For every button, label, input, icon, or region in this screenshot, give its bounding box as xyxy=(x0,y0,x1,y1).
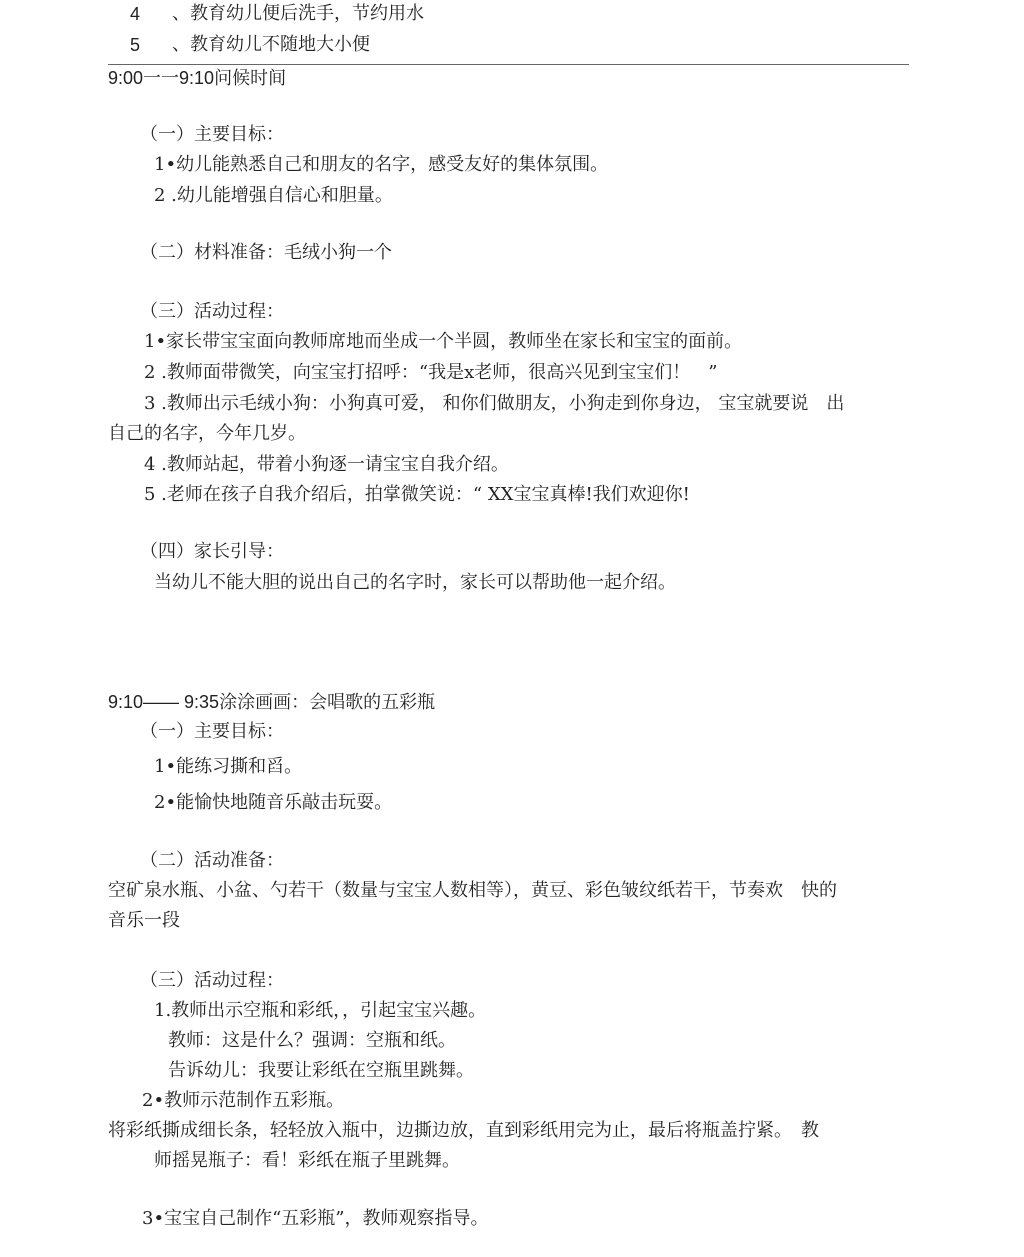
section1-step-5: 5 .老师在孩子自我介绍后，拍掌微笑说：“ XX宝宝真棒!我们欢迎你! xyxy=(144,484,690,505)
section1-heading xyxy=(108,66,286,91)
section2-title: 涂涂画画：会唱歌的五彩瓶 xyxy=(219,692,436,713)
list-number-5: 5 xyxy=(130,35,141,55)
section2-step-3: 3•宝宝自己制作“五彩瓶”，教师观察指导。 xyxy=(142,1208,489,1229)
list-item-4: 、教育幼儿便后洗手，节约用水 xyxy=(172,3,424,24)
section1-step-3-cont: 自己的名字，今年几岁。 xyxy=(108,423,306,444)
section2-step-2-line2: 师摇晃瓶子：看！彩纸在瓶子里跳舞。 xyxy=(154,1150,460,1171)
section1-time: 9:00一一9:10 xyxy=(108,68,215,88)
section2-prep-line1: 空矿泉水瓶、小盆、勺若干（数量与宝宝人数相等），黄豆、彩色皱纹纸若干，节奏欢 快的 xyxy=(108,880,837,901)
section1-step-4: 4 .教师站起，带着小狗逐一请宝宝自我介绍。 xyxy=(144,454,509,475)
section1-materials: （二）材料准备：毛绒小狗一个 xyxy=(140,242,392,263)
section2-goal-2: 2•能愉快地随音乐敲击玩耍。 xyxy=(154,792,393,813)
section1-step-2: 2 .教师面带微笑，向宝宝打招呼：“我是x老师，很高兴见到宝宝们！ ” xyxy=(144,362,718,383)
section1-title: 问候时间 xyxy=(214,68,287,89)
section2-process-heading: （三）活动过程： xyxy=(140,970,284,991)
section2-step-1-a: 教师：这是什么？强调：空瓶和纸。 xyxy=(168,1030,456,1051)
list-number-4: 4 xyxy=(130,4,141,24)
section1-step-3: 3 .教师出示毛绒小狗：小狗真可爱， 和你们做朋友，小狗走到你身边， 宝宝就要说 出 xyxy=(144,393,845,414)
section1-goals-heading: （一）主要目标： xyxy=(140,124,284,145)
section1-process-heading: （三）活动过程： xyxy=(140,301,284,322)
list-item-5: 、教育幼儿不随地大小便 xyxy=(172,34,370,55)
section2-step-1-b: 告诉幼儿：我要让彩纸在空瓶里跳舞。 xyxy=(168,1060,474,1081)
section1-guide-text: 当幼儿不能大胆的说出自己的名字时，家长可以帮助他一起介绍。 xyxy=(154,572,676,593)
section1-goal-2: 2 .幼儿能增强自信心和胆量。 xyxy=(154,185,393,206)
section-divider xyxy=(108,64,909,65)
section2-step-2: 2•教师示范制作五彩瓶。 xyxy=(142,1090,345,1111)
section2-prep-heading: （二）活动准备： xyxy=(140,850,284,871)
section2-prep-line2: 音乐一段 xyxy=(108,910,180,931)
section2-heading xyxy=(108,690,435,715)
section2-step-1: 1.教师出示空瓶和彩纸，，引起宝宝兴趣。 xyxy=(154,1000,487,1021)
section2-step-2-line1: 将彩纸撕成细长条，轻轻放入瓶中，边撕边放，直到彩纸用完为止，最后将瓶盖拧紧。 教 xyxy=(108,1120,819,1141)
section1-step-1: 1•家长带宝宝面向教师席地而坐成一个半圆，教师坐在家长和宝宝的面前。 xyxy=(144,331,743,352)
section2-time: 9:10—— 9:35 xyxy=(108,692,220,712)
section1-goal-1: 1•幼儿能熟悉自己和朋友的名字，感受友好的集体氛围。 xyxy=(154,154,609,175)
section2-goals-heading: （一）主要目标： xyxy=(140,721,284,742)
section1-guide-heading: （四）家长引导： xyxy=(140,541,284,562)
section2-goal-1: 1•能练习撕和舀。 xyxy=(154,756,303,777)
